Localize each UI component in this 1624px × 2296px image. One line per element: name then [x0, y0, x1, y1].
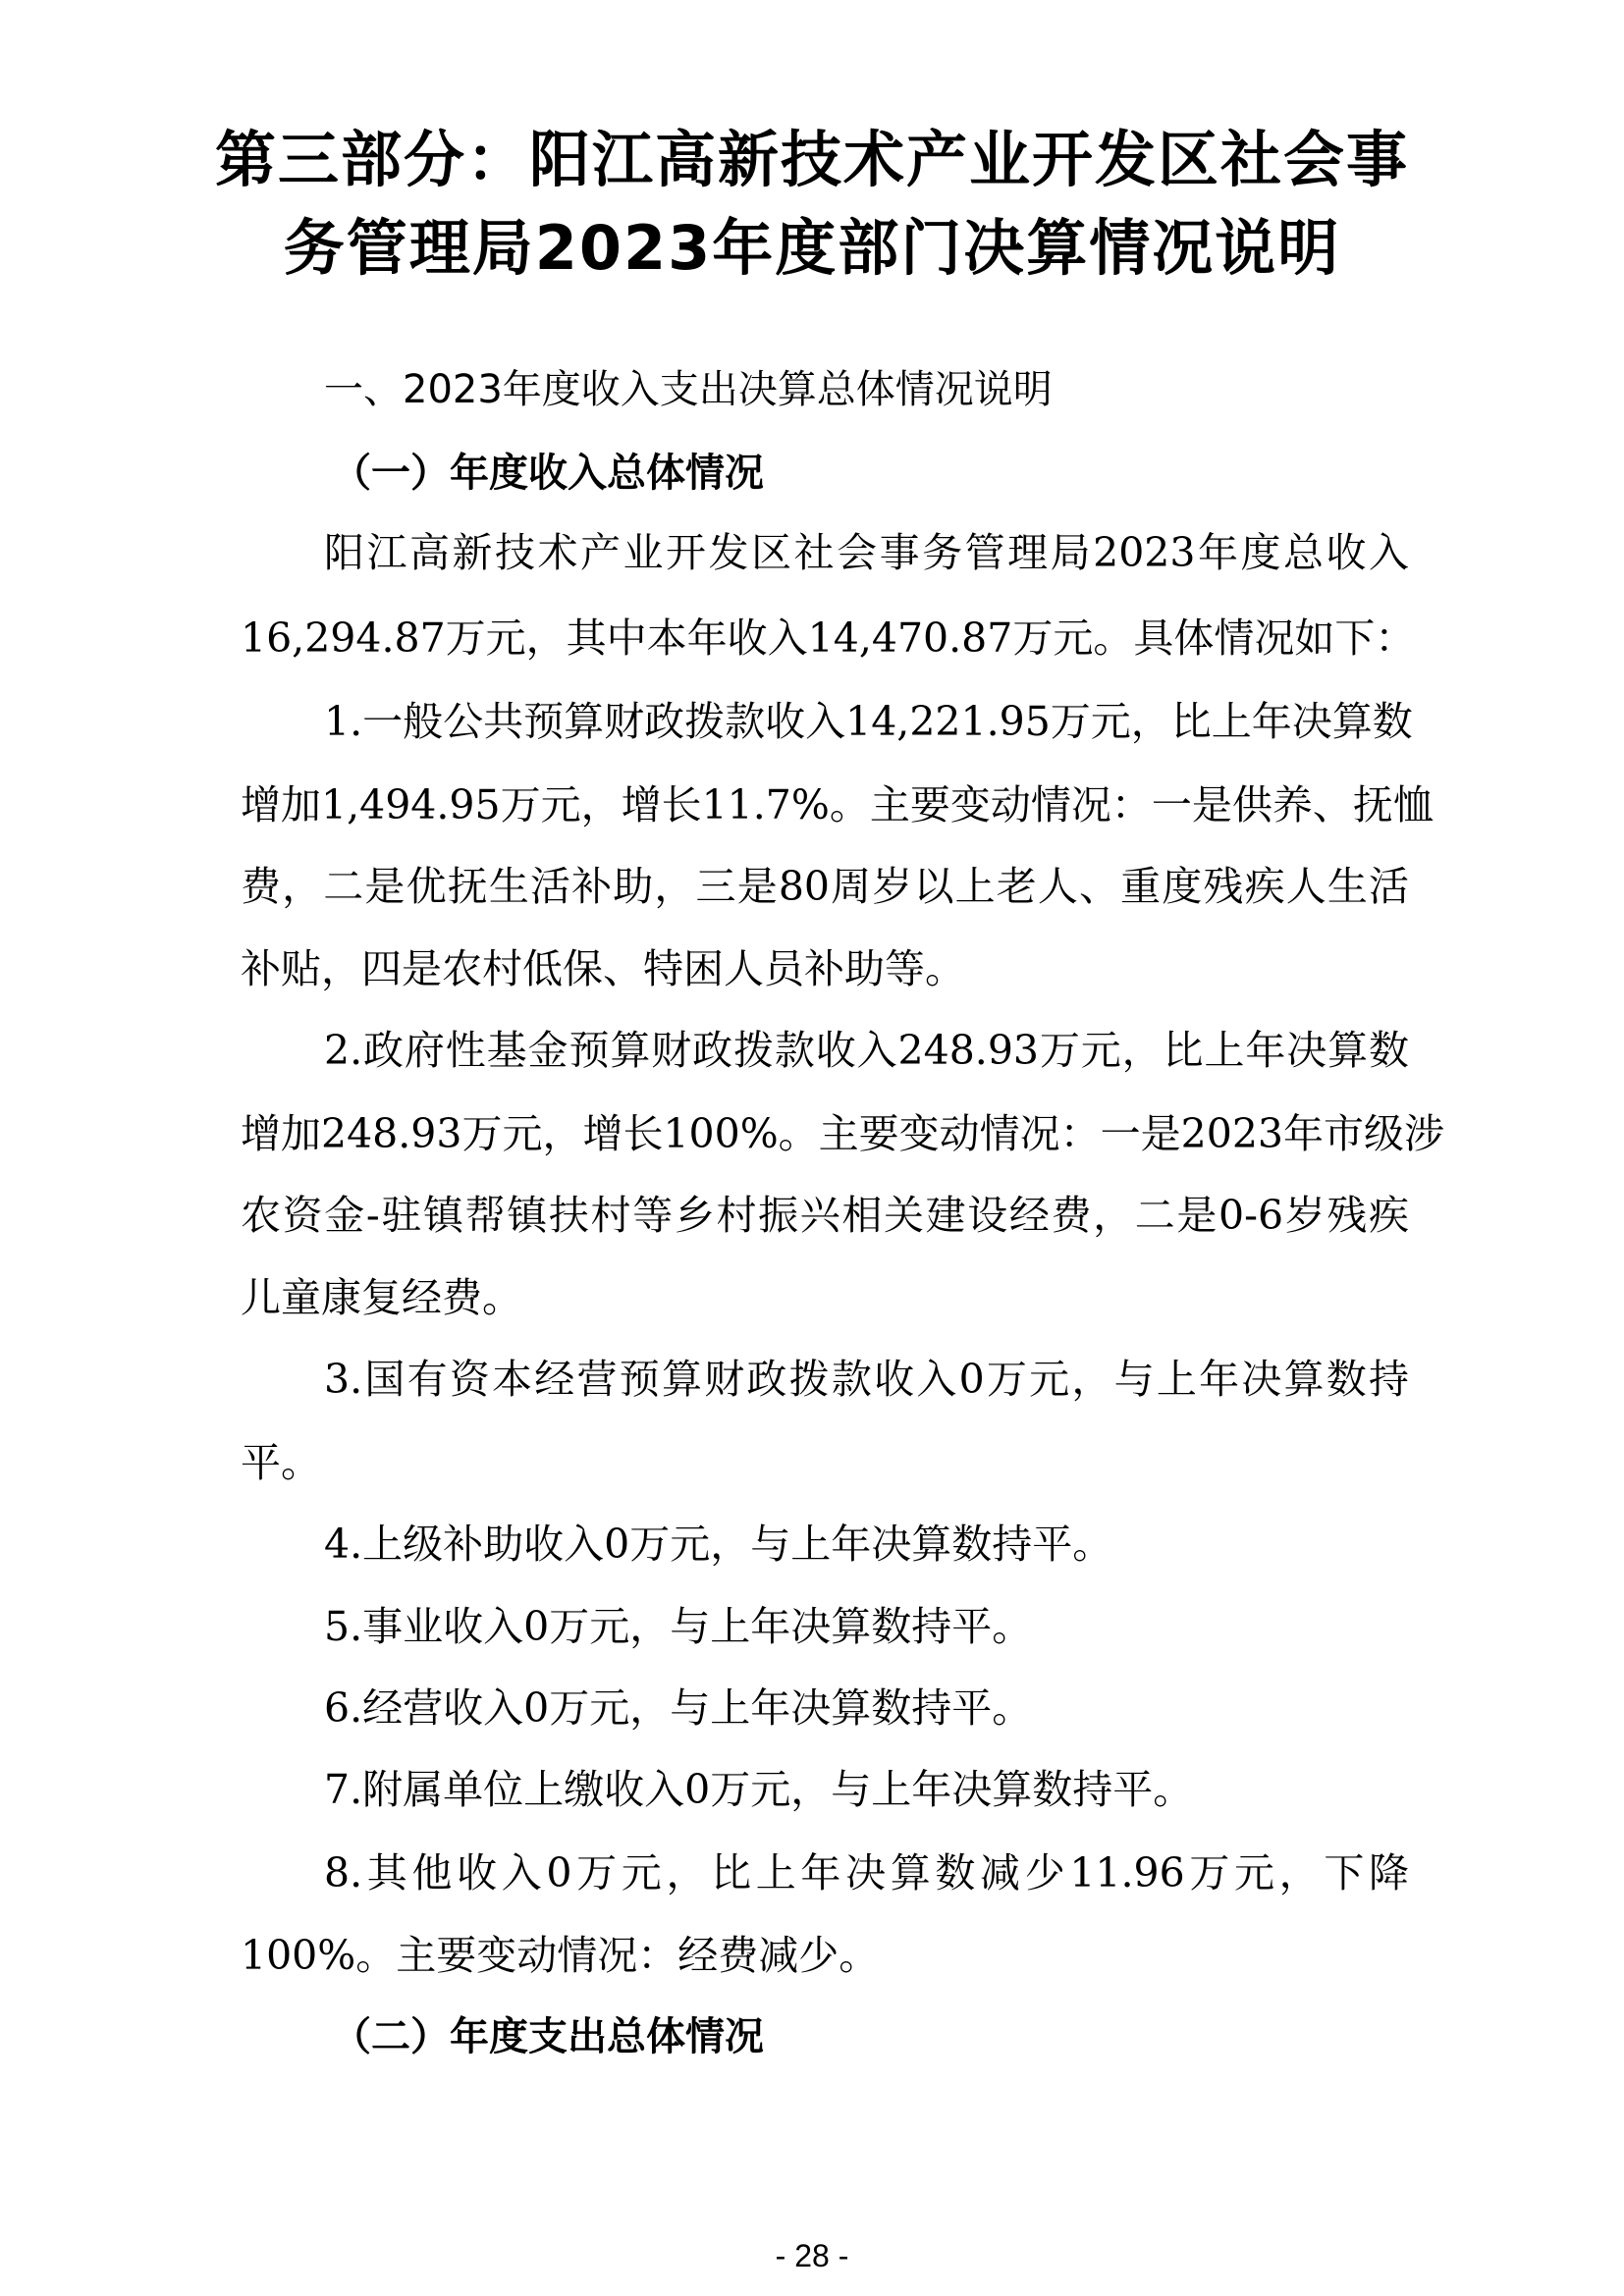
item-1-line: 增加1,494.95万元，增长11.7%。主要变动情况：一是供养、抚恤 — [241, 781, 1434, 828]
item-6-line: 6.经营收入0万元，与上年决算数持平。 — [324, 1684, 1033, 1732]
item-8-line: 8.其他收入0万元，比上年决算数减少11.96万元，下降 — [324, 1849, 1409, 1896]
paragraph-line: 16,294.87万元，其中本年收入14,470.87万元。具体情况如下： — [241, 614, 1416, 662]
item-8-line: 100%。主要变动情况：经费减少。 — [241, 1932, 880, 1979]
subsection-heading-income: （一）年度收入总体情况 — [332, 451, 764, 496]
item-3-line: 3.国有资本经营预算财政拨款收入0万元，与上年决算数持 — [324, 1356, 1409, 1403]
item-3-line: 平。 — [241, 1439, 321, 1486]
paragraph-line: 阳江高新技术产业开发区社会事务管理局2023年度总收入 — [324, 529, 1409, 576]
item-1-line: 1.一般公共预算财政拨款收入14,221.95万元，比上年决算数 — [324, 698, 1413, 745]
page-number: - 28 - — [775, 2238, 849, 2273]
page-title-line-2: 务管理局2023年度部门决算情况说明 — [283, 212, 1341, 284]
section-heading: 一、2023年度收入支出决算总体情况说明 — [324, 367, 1053, 412]
item-2-line: 2.政府性基金预算财政拨款收入248.93万元，比上年决算数 — [324, 1027, 1409, 1074]
item-5-line: 5.事业收入0万元，与上年决算数持平。 — [324, 1603, 1033, 1650]
subsection-heading-expenditure: （二）年度支出总体情况 — [332, 2014, 764, 2059]
page-title-line-1: 第三部分：阳江高新技术产业开发区社会事 — [214, 124, 1409, 195]
item-7-line: 7.附属单位上缴收入0万元，与上年决算数持平。 — [324, 1766, 1194, 1813]
item-2-line: 增加248.93万元，增长100%。主要变动情况：一是2023年市级涉 — [241, 1110, 1445, 1157]
item-2-line: 儿童康复经费。 — [241, 1274, 522, 1321]
item-1-line: 费，二是优抚生活补助，三是80周岁以上老人、重度残疾人生活 — [241, 863, 1409, 910]
item-4-line: 4.上级补助收入0万元，与上年决算数持平。 — [324, 1521, 1113, 1568]
item-1-line: 补贴，四是农村低保、特困人员补助等。 — [241, 945, 965, 992]
item-2-line: 农资金-驻镇帮镇扶村等乡村振兴相关建设经费，二是0-6岁残疾 — [241, 1192, 1409, 1239]
